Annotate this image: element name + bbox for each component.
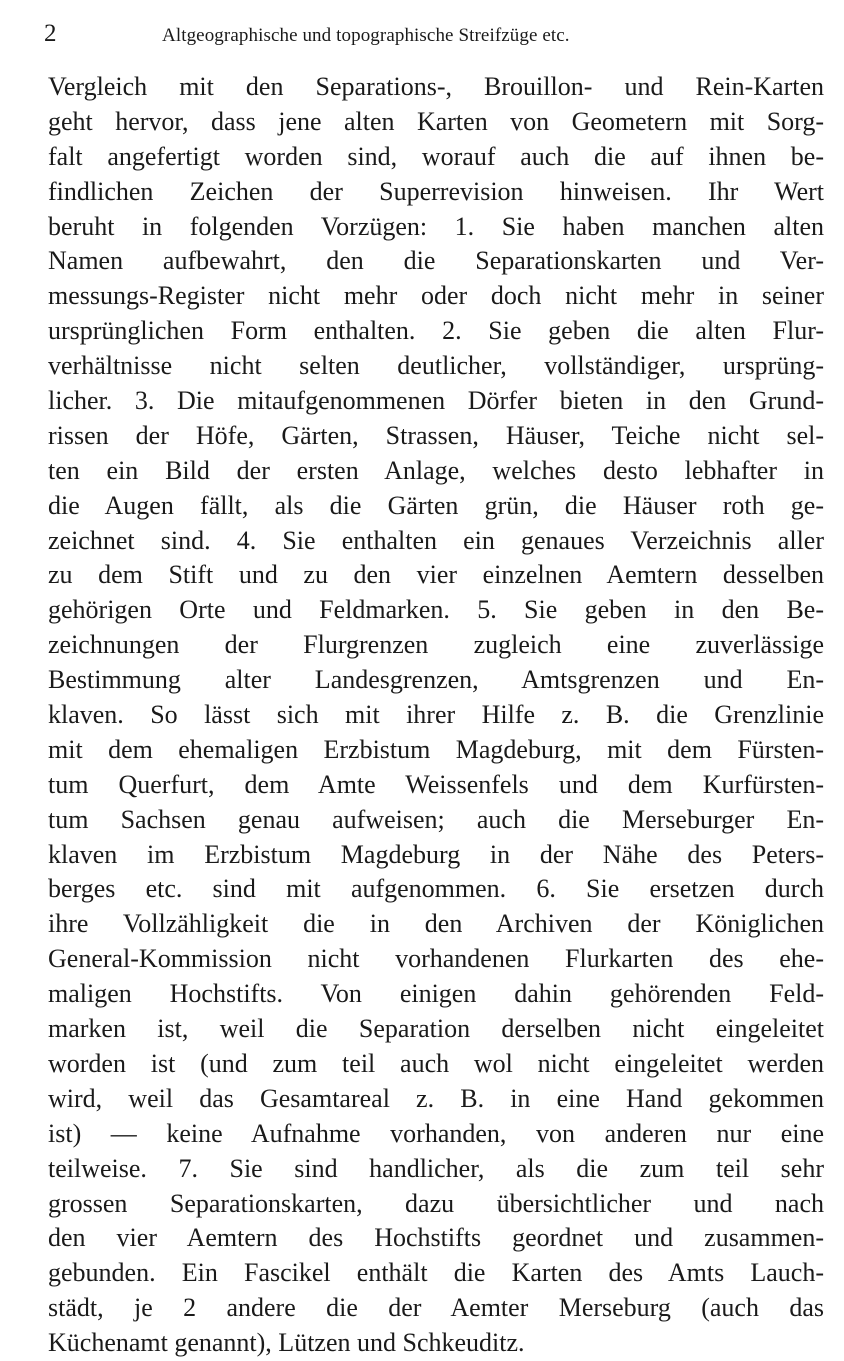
text-line: ursprünglichen Form enthalten. 2. Sie geben die alten Flur- [48,316,824,346]
text-line: messungs-Register nicht mehr oder doch nicht mehr in seiner [48,281,824,311]
text-line: mit dem ehemaligen Erzbistum Magdeburg, mit dem Fürsten- [48,734,824,764]
running-head: Altgeographische und topographische Streifzüge etc. [162,25,570,46]
text-line: die Augen fällt, als die Gärten grün, die Häuser roth ge- [48,490,824,520]
text-line: klaven im Erzbistum Magdeburg in der Nähe des Peters- [48,839,824,869]
body-text [48,70,824,1361]
text-line: findlichen Zeichen der Superrevision hinweisen. Ihr Wert [48,176,824,206]
text-line: ihre Vollzähligkeit die in den Archiven der Königlichen [48,909,824,939]
text-line: gebunden. Ein Fascikel enthält die Karten des Amts Lauch- [48,1258,824,1288]
text-line: tum Querfurt, dem Amte Weissenfels und dem Kurfürsten- [48,769,824,799]
text-line: worden ist (und zum teil auch wol nicht eingeleitet werden [48,1048,824,1078]
text-line: Küchenamt genannt), Lützen und Schkeuditz. [48,1328,525,1358]
text-line: zu dem Stift und zu den vier einzelnen Aemtern desselben [48,560,824,590]
text-line: Namen aufbewahrt, den die Separationskarten und Ver- [48,246,824,276]
page-header [44,16,824,52]
text-line: maligen Hochstifts. Von einigen dahin gehörenden Feld- [48,979,824,1009]
text-line: städt, je 2 andere die der Aemter Merseburg (auch das [48,1293,824,1323]
text-line: falt angefertigt worden sind, worauf auch die auf ihnen be- [48,141,824,171]
text-line: marken ist, weil die Separation derselben nicht eingeleitet [48,1014,824,1044]
text-line: ten ein Bild der ersten Anlage, welches desto lebhafter in [48,455,824,485]
text-line: zeichnet sind. 4. Sie enthalten ein genaues Verzeichnis aller [48,525,824,555]
text-line: General-Kommission nicht vorhandenen Flurkarten des ehe- [48,944,824,974]
text-line: teilweise. 7. Sie sind handlicher, als die zum teil sehr [48,1153,824,1183]
text-line: Bestimmung alter Landesgrenzen, Amtsgrenzen und En- [48,665,824,695]
text-line: geht hervor, dass jene alten Karten von Geometern mit Sorg- [48,106,824,136]
text-line: wird, weil das Gesamtareal z. B. in eine Hand gekommen [48,1083,824,1113]
text-line: Vergleich mit den Separations-, Brouillon- und Rein-Karten [48,72,824,101]
text-line: beruht in folgenden Vorzügen: 1. Sie haben manchen alten [48,211,824,241]
text-line: rissen der Höfe, Gärten, Strassen, Häuser, Teiche nicht sel- [48,420,824,450]
text-line: den vier Aemtern des Hochstifts geordnet und zusammen- [48,1223,824,1253]
text-line: licher. 3. Die mitaufgenommenen Dörfer bieten in den Grund- [48,386,824,416]
text-line: verhältnisse nicht selten deutlicher, vollständiger, ursprüng- [48,351,824,381]
page-number: 2 [44,20,57,47]
text-line: ist) — keine Aufnahme vorhanden, von anderen nur eine [48,1118,824,1148]
text-line: grossen Separationskarten, dazu übersichtlicher und nach [48,1188,824,1218]
text-line: zeichnungen der Flurgrenzen zugleich eine zuverlässige [48,630,824,660]
text-line: berges etc. sind mit aufgenommen. 6. Sie ersetzen durch [48,874,824,904]
text-line: klaven. So lässt sich mit ihrer Hilfe z. B. die Grenzlinie [48,700,824,730]
text-line: tum Sachsen genau aufweisen; auch die Merseburger En- [48,804,824,834]
text-line: gehörigen Orte und Feldmarken. 5. Sie geben in den Be- [48,595,824,625]
